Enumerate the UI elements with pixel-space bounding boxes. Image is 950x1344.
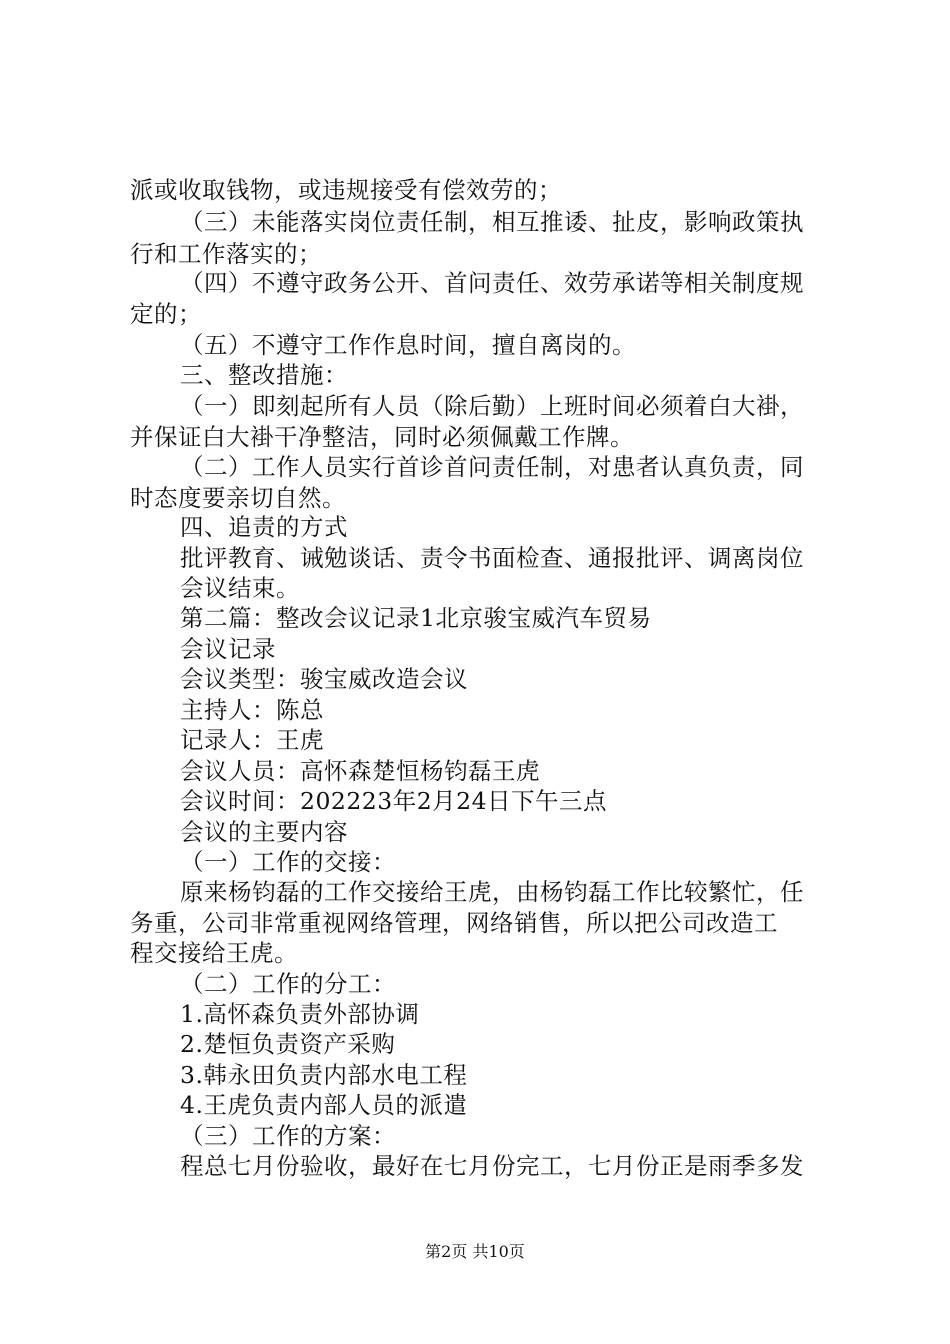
body-line-13: 批评教育、诫勉谈话、责令书面检查、通报批评、调离岗位 (180, 544, 804, 572)
body-line-14: 会议结束。 (180, 574, 300, 602)
body-line-2: （三）未能落实岗位责任制，相互推诿、扯皮，影响政策执 (180, 208, 804, 236)
list-item-4: 4.王虎负责内部人员的派遣 (180, 1091, 468, 1119)
minutes-heading: 会议记录 (180, 635, 276, 663)
meeting-host: 主持人：陈总 (180, 696, 324, 724)
meeting-time: 会议时间：202223年2月24日下午三点 (180, 787, 608, 815)
body-line-8: （一）即刻起所有人员（除后勤）上班时间必须着白大褂， (180, 392, 804, 420)
body-line-26: 程交接给王虎。 (130, 939, 298, 967)
subheading-handover: （一）工作的交接： (180, 848, 396, 876)
body-line-9: 并保证白大褂干净整洁，同时必须佩戴工作牌。 (130, 423, 634, 451)
main-content-heading: 会议的主要内容 (180, 818, 348, 846)
body-line-3: 行和工作落实的； (130, 240, 322, 268)
body-line-4: （四）不遵守政务公开、首问责任、效劳承诺等相关制度规 (180, 269, 804, 297)
subheading-plan: （三）工作的方案： (180, 1122, 396, 1150)
meeting-attendees: 会议人员：高怀森楚恒杨钧磊王虎 (180, 757, 540, 785)
body-line-10: （二）工作人员实行首诊首问责任制，对患者认真负责，同 (180, 453, 804, 481)
subheading-division: （二）工作的分工： (180, 970, 396, 998)
body-line-5: 定的； (130, 300, 202, 328)
section-heading-4: 四、追责的方式 (180, 513, 348, 541)
body-line-33: 程总七月份验收，最好在七月份完工，七月份正是雨季多发 (180, 1152, 804, 1180)
list-item-1: 1.高怀森负责外部协调 (180, 1000, 420, 1028)
body-line-11: 时态度要亲切自然。 (130, 484, 346, 512)
list-item-2: 2.楚恒负责资产采购 (180, 1030, 396, 1058)
meeting-type: 会议类型：骏宝威改造会议 (180, 665, 468, 693)
body-line-25: 务重，公司非常重视网络管理，网络销售，所以把公司改造工 (130, 909, 778, 937)
body-line-6: （五）不遵守工作作息时间，擅自离岗的。 (180, 331, 636, 359)
list-item-3: 3.韩永田负责内部水电工程 (180, 1061, 468, 1089)
page-number-footer: 第2页 共10页 (425, 1242, 525, 1261)
part-two-title: 第二篇：整改会议记录1北京骏宝威汽车贸易 (180, 604, 652, 632)
section-heading-3: 三、整改措施： (180, 361, 348, 389)
body-line-1: 派或收取钱物，或违规接受有偿效劳的； (130, 176, 562, 204)
meeting-recorder: 记录人：王虎 (180, 726, 324, 754)
body-line-24: 原来杨钧磊的工作交接给王虎，由杨钧磊工作比较繁忙，任 (180, 878, 804, 906)
